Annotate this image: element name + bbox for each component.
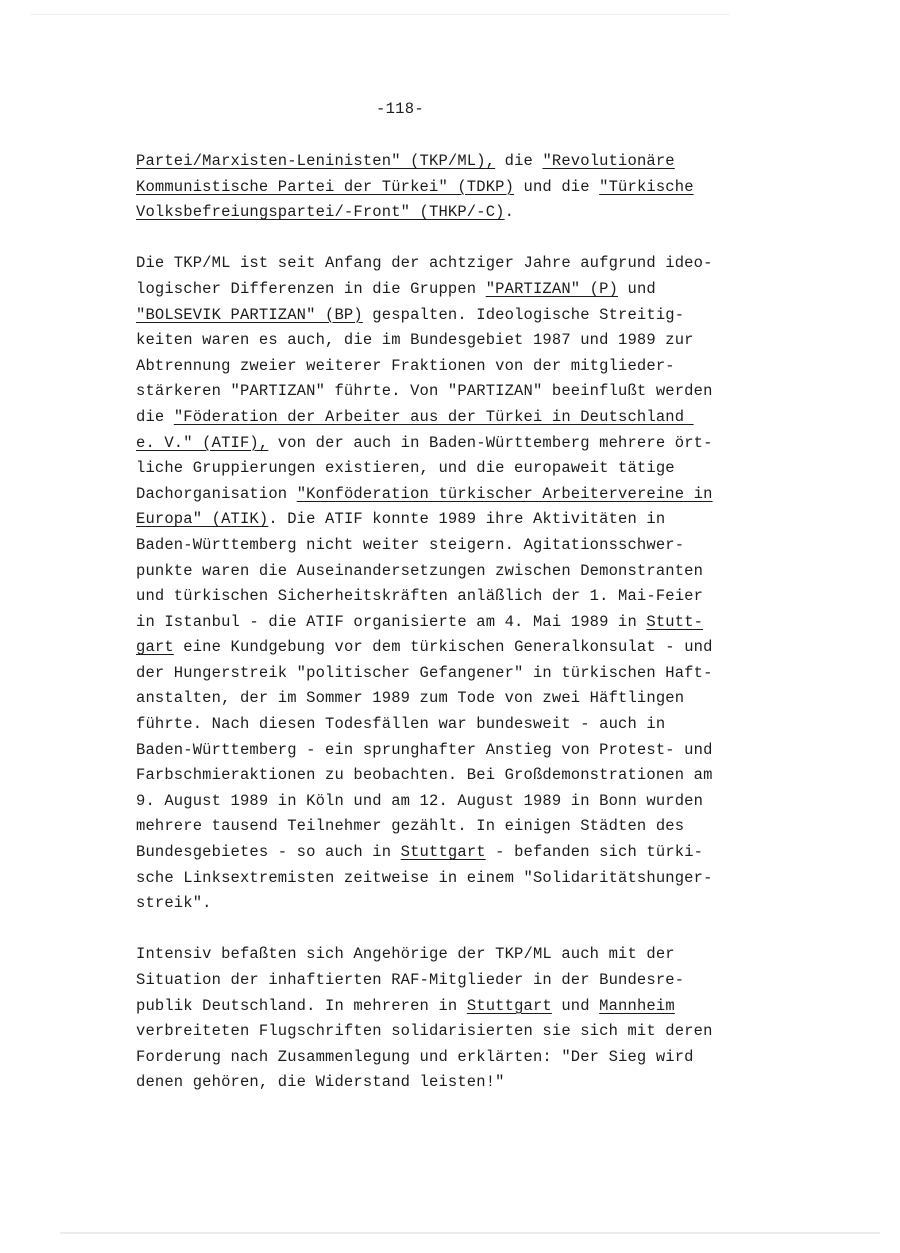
text-line [136, 328, 816, 354]
text-line [136, 789, 816, 815]
text-run: und [551, 996, 600, 1015]
text-line [136, 200, 816, 226]
text-run: sche Linksextremisten zeitweise in einem "Solidaritätshunger- [136, 868, 713, 887]
text-run: Baden-Württemberg - ein sprunghafter Anstieg von Protest- und [136, 740, 713, 759]
text-run: Die TKP/ML ist seit Anfang der achtziger Jahre aufgrund ideo- [136, 254, 713, 273]
text-line [136, 610, 816, 636]
text-run: Intensiv befaßten sich Angehörige der TKP/ML auch mit der [136, 945, 675, 964]
text-run: . Die ATIF konnte 1989 ihre Aktivitäten in [268, 510, 666, 529]
text-run: von der auch in Baden-Württemberg mehrere ört- [268, 433, 713, 452]
text-line [136, 763, 816, 789]
text-run: Bundesgebietes - so auch in [136, 843, 401, 862]
text-line [136, 277, 816, 303]
underlined-text: "PARTIZAN" (P) [485, 279, 619, 298]
underlined-text: "BOLSEVIK PARTIZAN" (BP) [136, 305, 363, 324]
text-line [136, 149, 816, 175]
text-run: stärkeren "PARTIZAN" führte. Von "PARTIZAN" beeinflußt werden [136, 382, 713, 401]
page-number: -118- [375, 100, 424, 118]
text-line [136, 1045, 816, 1071]
text-run: Forderung nach Zusammenlegung und erklärten: "Der Sieg wird [136, 1047, 694, 1066]
underlined-text: "Türkische [599, 177, 694, 196]
text-run: und türkischen Sicherheitskräften anläßlich der 1. Mai-Feier [136, 587, 704, 606]
text-run: und die [514, 177, 600, 196]
underlined-text: Partei/Marxisten-Leninisten" (TKP/ML) [136, 152, 486, 170]
text-run: publik Deutschland. In mehreren in [136, 996, 467, 1015]
text-line [136, 507, 816, 533]
paragraph-gap [136, 917, 816, 943]
paragraph-gap [136, 226, 816, 252]
text-line [136, 559, 816, 585]
text-line [136, 379, 816, 405]
text-line [136, 866, 816, 892]
text-line [136, 661, 816, 687]
text-line [136, 942, 816, 968]
underlined-text: Europa" (ATIK) [136, 510, 269, 529]
text-line [136, 251, 816, 277]
scan-edge-top [30, 14, 730, 15]
underlined-text: e. V." (ATIF), [136, 433, 269, 452]
text-line [136, 686, 816, 712]
underlined-text: "Föderation der Arbeiter aus der Türkei in Deutschland [173, 407, 694, 426]
text-line [136, 891, 816, 917]
text-run: keiten waren es auch, die im Bundesgebiet 1987 und 1989 zur [136, 331, 694, 350]
scan-edge-bottom [60, 1232, 880, 1234]
text-line [136, 456, 816, 482]
text-run: denen gehören, die Widerstand leisten!" [136, 1073, 505, 1092]
document-body [136, 149, 816, 1096]
underlined-text: Stuttgart [400, 843, 486, 862]
text-run: Dachorganisation [136, 484, 297, 503]
underlined-text: , [485, 152, 496, 170]
text-line [136, 840, 816, 866]
text-line [136, 968, 816, 994]
text-run: punkte waren die Auseinandersetzungen zwischen Demonstranten [136, 561, 704, 580]
text-run: Abtrennung zweier weiterer Fraktionen von der mitglieder- [136, 356, 675, 375]
text-run: - befanden sich türki- [485, 843, 704, 862]
underlined-text: "Konföderation türkischer Arbeitervereine in [296, 484, 713, 503]
text-line [136, 405, 816, 431]
text-line [136, 584, 816, 610]
underlined-text: gart [136, 638, 174, 657]
text-run: streik". [136, 894, 212, 913]
underlined-text: Kommunistische Partei der Türkei" (TDKP) [136, 177, 515, 196]
text-run: führte. Nach diesen Todesfällen war bundesweit - auch in [136, 715, 666, 734]
text-line [136, 303, 816, 329]
underlined-text: Mannheim [599, 996, 675, 1015]
text-line [136, 738, 816, 764]
text-line [136, 1070, 816, 1096]
text-run: Farbschmieraktionen zu beobachten. Bei Großdemonstrationen am [136, 766, 713, 785]
text-run: Baden-Württemberg nicht weiter steigern. Agitationsschwer- [136, 535, 685, 554]
text-run: mehrere tausend Teilnehmer gezählt. In einigen Städten des [136, 817, 685, 836]
text-line [136, 635, 816, 661]
text-run: und [618, 279, 656, 298]
text-run: logischer Differenzen in die Gruppen [136, 279, 486, 298]
text-run: liche Gruppierungen existieren, und die europaweit tätige [136, 459, 675, 478]
text-line [136, 431, 816, 457]
text-run: die [495, 152, 543, 170]
text-line [136, 482, 816, 508]
text-run: anstalten, der im Sommer 1989 zum Tode von zwei Häftlingen [136, 689, 685, 708]
text-line [136, 814, 816, 840]
text-run: verbreiteten Flugschriften solidarisierten sie sich mit deren [136, 1022, 713, 1041]
text-run: eine Kundgebung vor dem türkischen Generalkonsulat - und [173, 638, 713, 657]
text-run: gespalten. Ideologische Streitig- [362, 305, 685, 324]
underlined-text: "Revolutionäre [542, 152, 675, 170]
text-run: 9. August 1989 in Köln und am 12. August 1989 in Bonn wurden [136, 791, 704, 810]
text-line [136, 533, 816, 559]
text-line [136, 1019, 816, 1045]
text-run: Situation der inhaftierten RAF-Mitglieder in der Bundesre- [136, 971, 685, 989]
underlined-text: Volksbefreiungspartei/-Front" (THKP/-C) [136, 203, 505, 222]
underlined-text: Stutt- [646, 612, 704, 631]
text-line [136, 994, 816, 1020]
text-line [136, 175, 816, 201]
text-run: der Hungerstreik "politischer Gefangener" in türkischen Haft- [136, 663, 713, 682]
text-line [136, 354, 816, 380]
text-run: in Istanbul - die ATIF organisierte am 4. Mai 1989 in [136, 612, 647, 631]
text-run: die [136, 407, 174, 426]
text-line [136, 712, 816, 738]
underlined-text: Stuttgart [466, 996, 552, 1015]
text-run: . [504, 203, 515, 222]
